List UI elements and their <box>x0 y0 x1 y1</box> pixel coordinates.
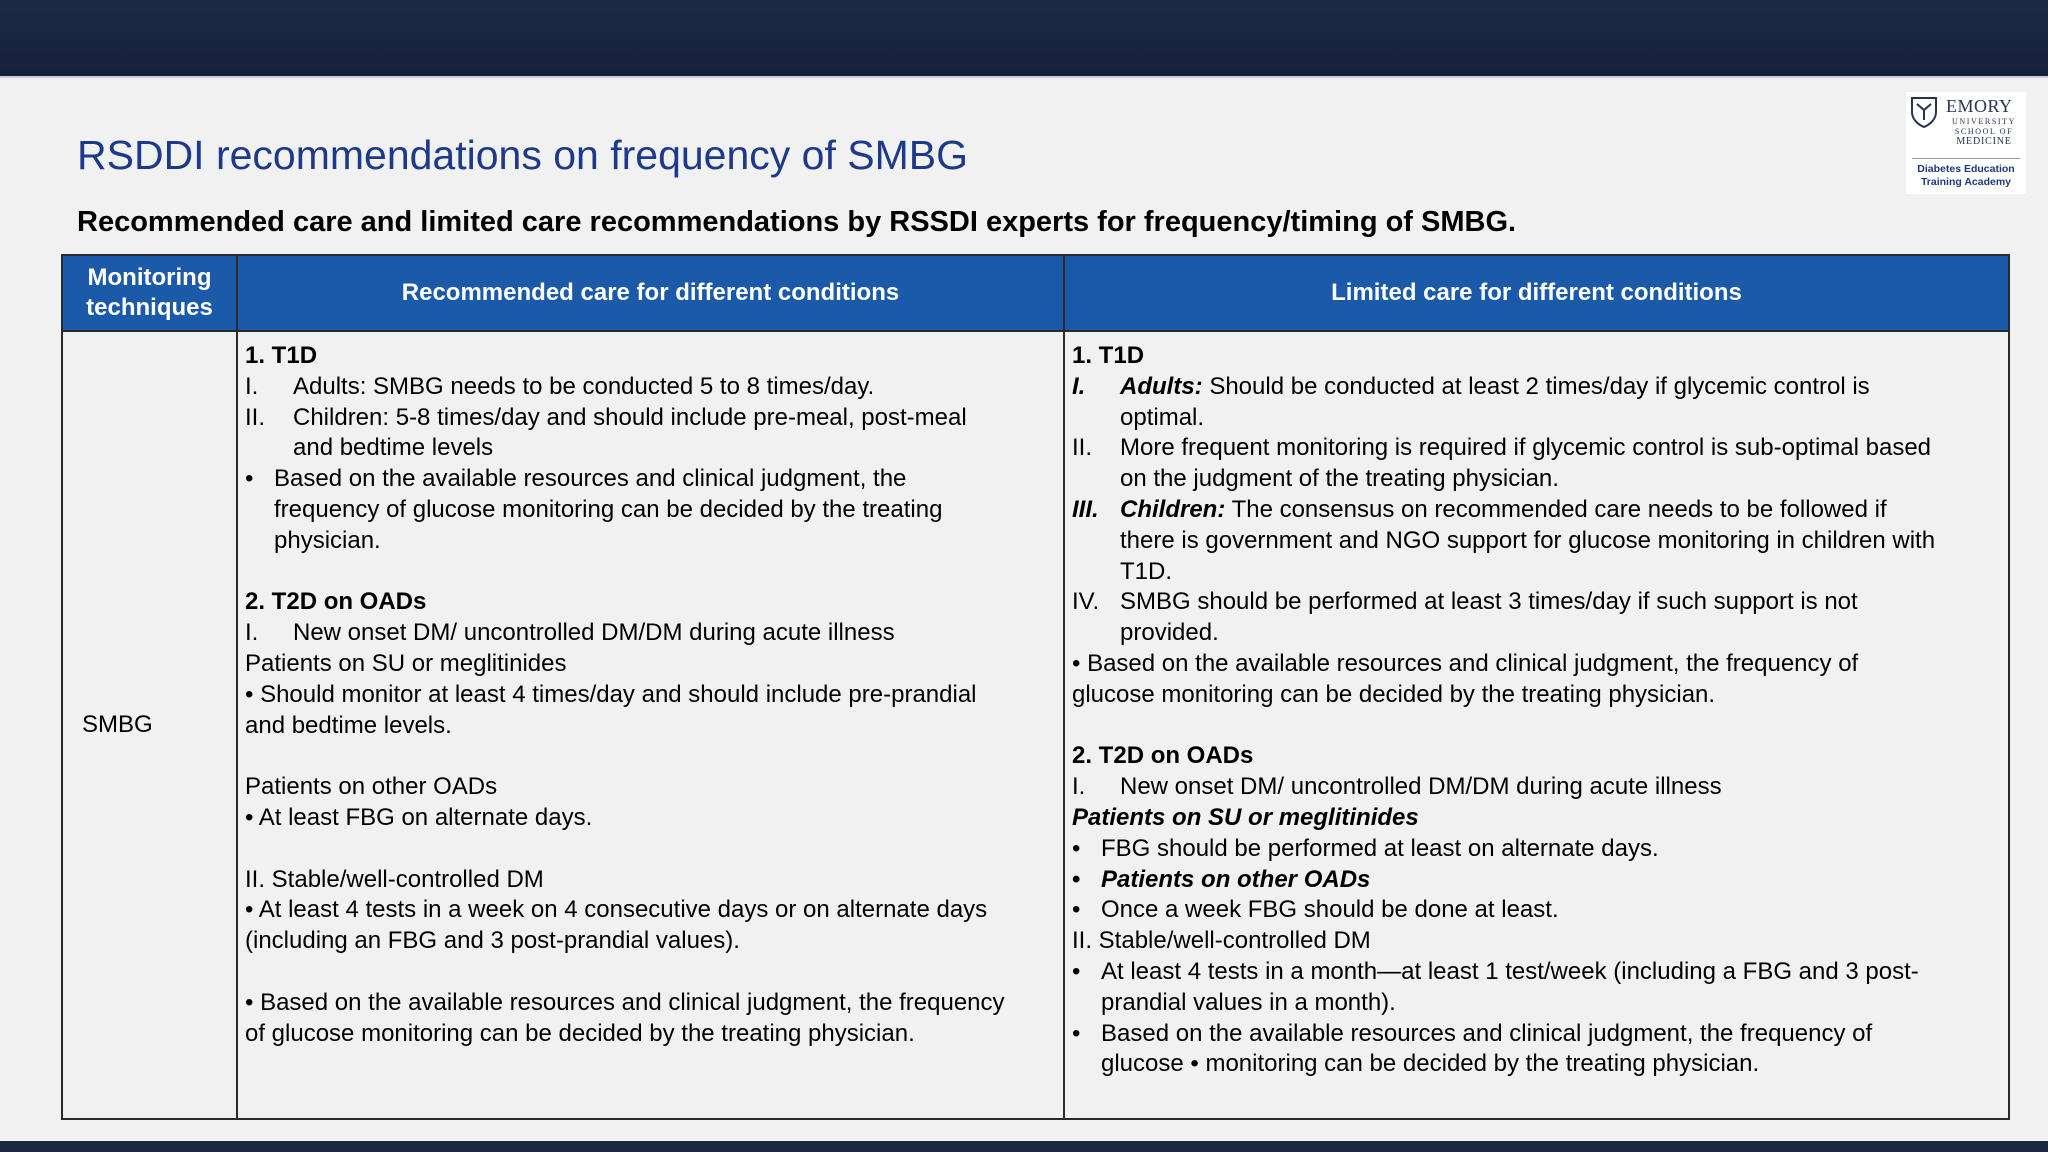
list-item <box>245 403 1055 434</box>
roman-numeral: I. <box>1072 372 1086 400</box>
list-text: physician. <box>274 526 381 554</box>
roman-numeral: II. <box>245 403 266 431</box>
bullet: • <box>1072 957 1081 985</box>
list-item <box>1072 772 2000 803</box>
list-text: • At least FBG on alternate days. <box>245 803 593 831</box>
limited-care-cell <box>1064 331 2009 1119</box>
list-item <box>1072 834 2000 865</box>
list-text: • Should monitor at least 4 times/day and should include pre-prandial <box>245 680 977 708</box>
list-text: glucose • monitoring can be decided by the treating physician. <box>1101 1050 1760 1078</box>
list-text: prandial values in a month). <box>1101 988 1396 1016</box>
subgroup-label: II. Stable/well-controlled DM <box>1072 927 1371 955</box>
bullet: • <box>1072 1019 1081 1047</box>
list-item <box>1072 957 2000 988</box>
bullet: • <box>245 465 254 493</box>
logo-line-2: SCHOOL OF <box>1954 127 2014 136</box>
list-text: provided. <box>1120 619 1219 647</box>
list-text: Based on the available resources and clinical judgment, the <box>274 465 907 493</box>
logo-divider <box>1912 158 2020 159</box>
list-text: • At least 4 tests in a week on 4 consecutive days or on alternate days <box>245 896 988 924</box>
list-text: Once a week FBG should be done at least. <box>1101 896 1559 924</box>
subgroup-label: Patients on SU or meglitinides <box>245 649 567 677</box>
roman-numeral: IV. <box>1072 588 1100 616</box>
header-recommended-care: Recommended care for different conditions <box>237 255 1064 331</box>
recommendations-table <box>61 254 2010 1120</box>
roman-numeral: I. <box>245 372 259 400</box>
logo-line-1: UNIVERSITY <box>1952 117 2016 126</box>
list-text: • Based on the available resources and clinical judgment, the frequency of <box>1072 649 1859 677</box>
list-text: T1D. <box>1120 557 1173 585</box>
list-text: FBG should be performed at least on alternate days. <box>1101 834 1659 862</box>
list-text: Adults: SMBG needs to be conducted 5 to 8 times/day. <box>293 372 875 400</box>
slide-title: RSDDI recommendations on frequency of SMBG <box>77 132 968 178</box>
list-text: The consensus on recommended care needs to be followed if <box>1225 495 1887 523</box>
roman-numeral: III. <box>1072 495 1099 523</box>
roman-numeral: I. <box>1072 773 1086 801</box>
subgroup-label: II. Stable/well-controlled DM <box>245 865 544 893</box>
list-text: and bedtime levels. <box>245 711 452 739</box>
list-text: there is government and NGO support for glucose monitoring in children with <box>1120 526 1936 554</box>
header-line: Monitoring <box>87 264 212 291</box>
roman-numeral: I. <box>245 619 259 647</box>
list-text: of glucose monitoring can be decided by the treating physician. <box>245 1019 915 1047</box>
subgroup-label: Patients on other OADs <box>1101 865 1371 893</box>
list-item <box>1072 865 2000 896</box>
t2d-heading: 2. T2D on OADs <box>1072 742 1254 770</box>
technique-cell: SMBG <box>62 331 237 1119</box>
logo-academy <box>1906 163 2026 189</box>
t2d-heading: 2. T2D on OADs <box>245 588 427 616</box>
table-header-row <box>62 255 2009 331</box>
list-item <box>1072 1019 2000 1050</box>
list-item <box>1072 433 2000 464</box>
list-text: SMBG should be performed at least 3 times/day if such support is not <box>1120 588 1858 616</box>
list-text: New onset DM/ uncontrolled DM/DM during acute illness <box>1120 773 1722 801</box>
list-text: (including an FBG and 3 post-prandial values). <box>245 927 740 955</box>
list-text: More frequent monitoring is required if glycemic control is sub-optimal based <box>1120 434 1932 462</box>
slide-subtitle: Recommended care and limited care recommendations by RSSDI experts for frequency/timing of SMBG. <box>77 206 1517 238</box>
list-text: and bedtime levels <box>293 434 494 462</box>
logo-wordmark: EMORY <box>1946 96 2013 116</box>
t1d-heading: 1. T1D <box>1072 342 1145 369</box>
subgroup-label: Patients on SU or meglitinides <box>1072 803 1419 831</box>
bullet: • <box>1072 896 1081 924</box>
list-item <box>245 372 1055 403</box>
subgroup-label: Patients on other OADs <box>245 773 498 801</box>
list-text: Based on the available resources and clinical judgment, the frequency of <box>1101 1019 1873 1047</box>
t1d-heading: 1. T1D <box>245 342 318 369</box>
header-monitoring-techniques <box>62 255 237 331</box>
list-text: Should be conducted at least 2 times/day if glycemic control is <box>1202 372 1870 400</box>
roman-numeral: II. <box>1072 434 1093 462</box>
list-text: on the judgment of the treating physician. <box>1120 465 1559 493</box>
list-text: New onset DM/ uncontrolled DM/DM during acute illness <box>293 619 895 647</box>
logo-academy-line-1: Diabetes Education <box>1917 163 2015 175</box>
bullet: • <box>1072 865 1081 893</box>
list-item <box>245 464 1055 495</box>
list-text: optimal. <box>1120 403 1205 431</box>
emory-logo <box>1906 92 2026 194</box>
list-label: Children: <box>1120 495 1226 523</box>
list-item <box>1072 372 2000 403</box>
recommended-care-cell <box>237 331 1064 1119</box>
bottom-banner <box>0 1141 2048 1152</box>
list-text: • Based on the available resources and clinical judgment, the frequency <box>245 988 1005 1016</box>
list-item <box>1072 495 2000 526</box>
list-item <box>245 618 1055 649</box>
list-text: frequency of glucose monitoring can be decided by the treating <box>274 495 943 523</box>
list-text: At least 4 tests in a month—at least 1 test/week (including a FBG and 3 post- <box>1101 957 1919 985</box>
list-item <box>1072 895 2000 926</box>
list-item <box>1072 587 2000 618</box>
bullet: • <box>1072 834 1081 862</box>
list-label: Adults: <box>1120 372 1203 400</box>
header-line: techniques <box>86 294 213 321</box>
logo-line-3: MEDICINE <box>1956 136 2012 147</box>
logo-academy-line-2: Training Academy <box>1920 176 2012 188</box>
logo-subtext <box>1946 117 2022 147</box>
list-text: Children: 5-8 times/day and should include pre-meal, post-meal <box>293 403 967 431</box>
list-text: glucose monitoring can be decided by the treating physician. <box>1072 680 1716 708</box>
table-row <box>62 331 2009 1119</box>
top-banner <box>0 0 2048 76</box>
header-limited-care: Limited care for different conditions <box>1064 255 2009 331</box>
shield-icon <box>1910 96 1938 128</box>
